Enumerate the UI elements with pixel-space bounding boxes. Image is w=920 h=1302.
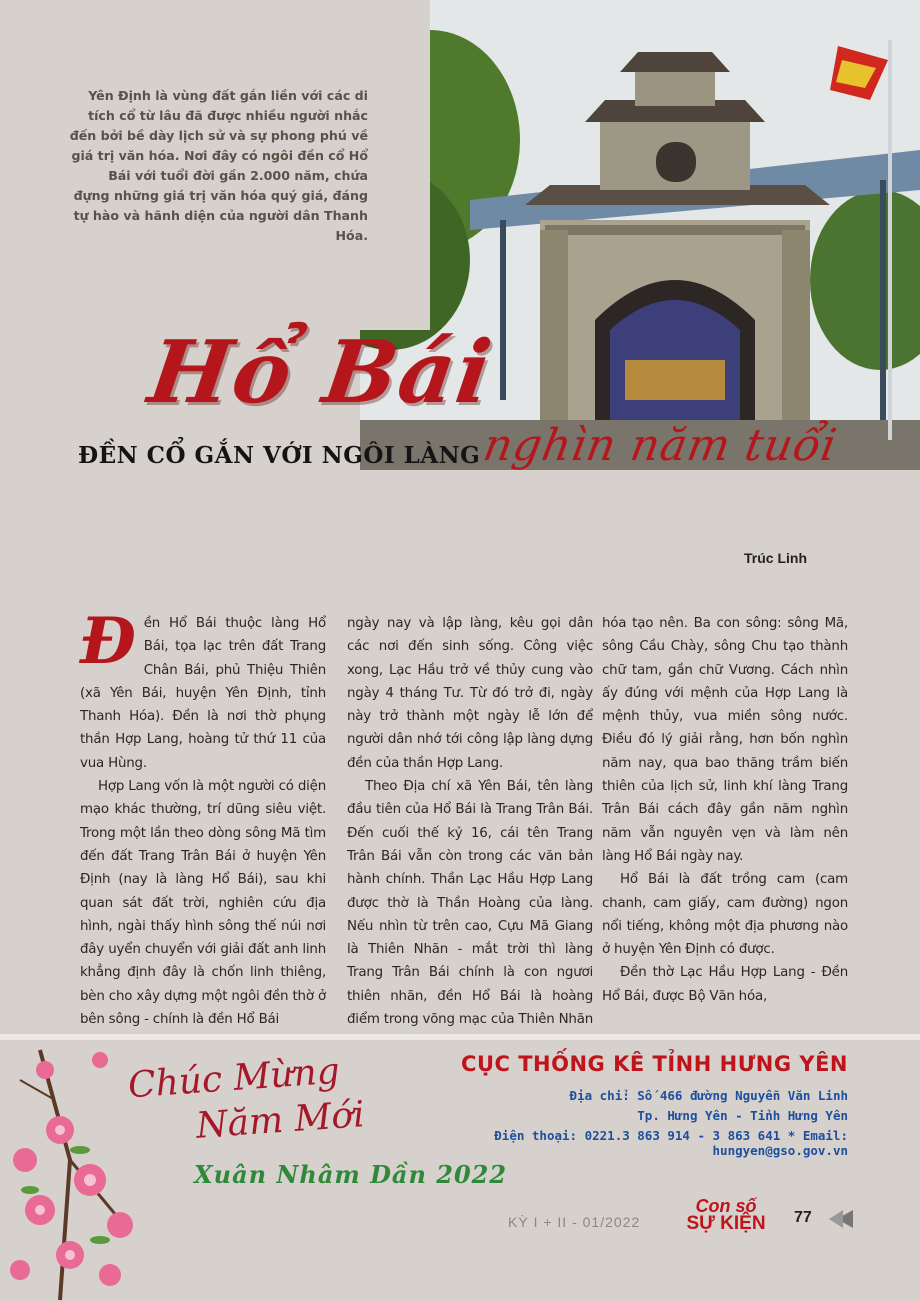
greeting-line-2: Năm Mới [194,1094,366,1147]
organization-name: CỤC THỐNG KÊ TỈNH HƯNG YÊN [461,1052,848,1076]
article-paragraph: Hổ Bái là đất trồng cam (cam chanh, cam giấy, cam đường) ngon nổi tiếng, không một địa phương nào ở huyện Yên Định có được. [602,872,848,958]
article-title: Hổ Bái [142,322,499,423]
article-paragraph: Đền thờ Lạc Hầu Hợp Lang - Đền Hổ Bái, được Bộ Văn hóa, [602,965,848,1004]
article-paragraph: Hợp Lang vốn là một người có diện mạo khác thường, trí dũng siêu việt. Trong một lần theo dòng sông Mã tìm đến đất Trang Trân Bái ở huyện Yên Định (nay là làng Hổ Bái), sau khi quan sát đất trời, nghiên cứu địa hình, ngài thấy hình sông thế núi nơi đây uyển chuyển với giải đất anh linh khẳng định đây là chốn linh thiêng, bèn cho xây dựng một ngôi đền thờ ở bên sông - chính là đền Hổ Bái [80,779,326,1028]
intro-paragraph: Yên Định là vùng đất gắn liền với các di tích cổ từ lâu đã được nhiều người nhắc đến bởi bề dày lịch sử và sự phong phú về giá trị văn hóa. Nơi đây có ngôi đền cổ Hổ Bái với tuổi đời gần 2.000 năm, chứa đựng những giá trị văn hóa quý giá, đáng tự hào và hãnh diện của người dân Thanh Hóa. [69,88,368,243]
address-line-2: Tp. Hưng Yên - Tỉnh Hưng Yên [637,1108,848,1123]
greeting-line-1: Chúc Mừng [126,1050,341,1107]
article-paragraph: ngày nay và lập làng, kêu gọi dân các nơi đến sinh sống. Công việc xong, Lạc Hầu trở về thủy cung vào ngày 4 tháng Tư. Từ đó trở đi, ngày này trở thành một ngày lễ lớn để người dân nhớ tới công lập làng dựng đền của thần Hợp Lang. [347,616,593,771]
article-subtitle-script: nghìn năm tuổi [479,420,842,471]
article-column-1 [80,604,326,1031]
contact-line: Điện thoại: 0221.3 863 914 - 3 863 641 * Email: hungyen@gso.gov.vn [494,1128,848,1158]
author-byline: Trúc Linh [744,550,807,566]
page-number: 77 [794,1209,812,1226]
article-column-3 [602,612,848,1008]
magazine-logo-line-2: SỰ KIỆN [686,1213,766,1234]
page-arrow-icon [829,1210,853,1228]
dropcap: Đ [80,604,136,679]
article-subtitle: ĐỀN CỔ GẮN VỚI NGÔI LÀNG [78,442,481,469]
magazine-logo-line-1: Con số [695,1196,757,1216]
address-line-1: Địa chỉ: Số 466 đường Nguyễn Văn Linh [569,1088,848,1103]
article-paragraph [80,604,326,775]
article-paragraph: hóa tạo nên. Ba con sông: sông Mã, sông Cầu Chày, sông Chu tạo thành chữ tam, gần chữ Vương. Cách nhìn ấy đúng với mệnh của Hợp Lang là mệnh thủy, vua miền sông nước. Điều đó lý giải rằng, hơn bốn nghìn năm nay, qua bao thăng trầm biến thiên của lịch sử, linh khí làng Trang Trân Bái cách đây gần năm nghìn năm vẫn nguyên vẹn và làm nên làng Hổ Bái ngày nay. [602,616,848,864]
article-column-2 [347,612,593,1055]
paragraph-text: ền Hổ Bái thuộc làng Hổ Bái, tọa lạc trên đất Trang Chân Bái, phủ Thiệu Thiên (xã Yên Bái, huyện Yên Định, tỉnh Thanh Hóa). Đền là nơi thờ phụng thần Hợp Lang, hoàng tử thứ 11 của vua Hùng. [80,616,326,771]
article-paragraph: Theo Địa chí xã Yên Bái, tên làng đầu tiên của Hổ Bái là Trang Trân Bái. Đến cuối thế kỷ 16, cái tên Trang Trân Bái vẫn còn trong các văn bản hành chính. Thần Lạc Hầu Hợp Lang được thờ là Thần Hoàng của làng. Nếu nhìn từ trên cao, Cựu Mã Giang là Thiên Nhãn - mắt trời thì làng Trang Trân Bái chính là con ngươi thiên nhãn, đền Hổ Bái là hoàng điểm trong võng mạc của Thiên Nhãn [347,779,593,1028]
issue-label: KỲ I + II - 01/2022 [508,1214,641,1230]
greeting-line-3: Xuân Nhâm Dần 2022 [194,1160,508,1189]
magazine-logo [666,1198,786,1238]
